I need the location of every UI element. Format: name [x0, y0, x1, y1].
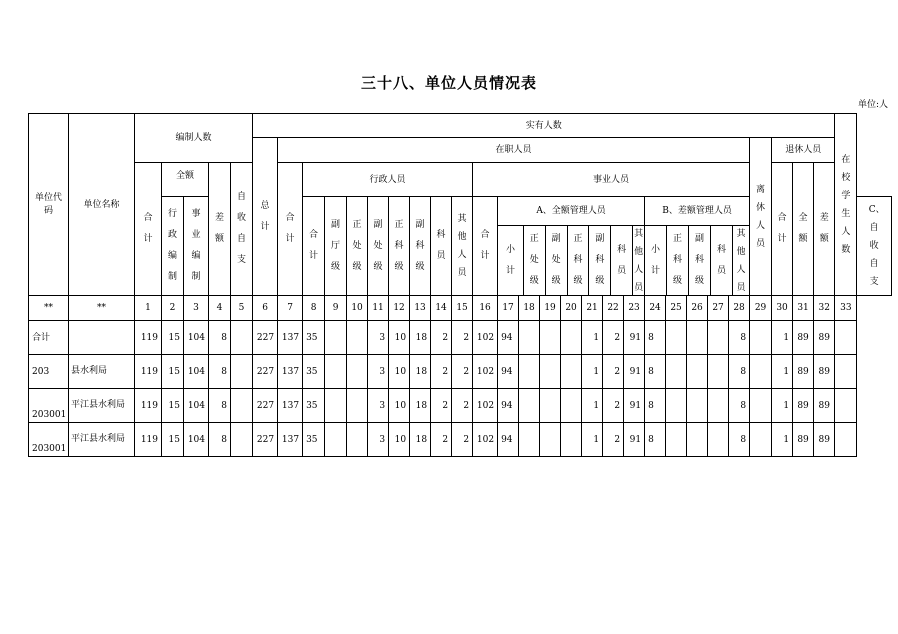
table-cell: 2: [603, 321, 624, 355]
table-cell: 89: [814, 423, 835, 457]
table-cell: 104: [184, 355, 209, 389]
header-a-quane: A、全额管理人员: [498, 197, 644, 226]
table-cell: 94: [498, 423, 519, 457]
unit-label: 单位:人: [857, 100, 888, 110]
header-a-zhengchu: 正处级: [524, 226, 546, 295]
header-zhengchu: 正处级: [347, 197, 368, 296]
table-cell: [231, 355, 253, 389]
table-cell: 119: [135, 355, 162, 389]
header-unit-name: 单位名称: [69, 114, 135, 296]
table-cell: [540, 321, 561, 355]
column-number-cell: 25: [666, 296, 687, 321]
table-cell: 1: [772, 321, 793, 355]
header-tuixiu: 退休人员: [772, 138, 835, 163]
table-row: [29, 321, 892, 355]
table-cell: 18: [410, 423, 431, 457]
table-cell: [561, 321, 582, 355]
table-cell: [540, 355, 561, 389]
table-cell: [835, 321, 857, 355]
table-cell: 2: [452, 321, 473, 355]
table-cell: [231, 321, 253, 355]
table-cell: [561, 355, 582, 389]
header-unit-code: 单位代码: [29, 114, 69, 296]
header-sy-heji: 合计: [473, 197, 498, 296]
header-b-chae: B、差额管理人员: [645, 197, 749, 226]
table-cell: [687, 423, 708, 457]
header-xingzheng: 行政人员: [303, 163, 473, 197]
column-number-cell: 14: [431, 296, 452, 321]
column-number-cell: 18: [519, 296, 540, 321]
table-cell: 8: [645, 321, 666, 355]
header-zongji: 总计: [253, 138, 278, 296]
table-cell: [687, 355, 708, 389]
table-cell: 15: [162, 355, 184, 389]
table-cell: [540, 423, 561, 457]
table-cell: 91: [624, 423, 645, 457]
table-cell: [231, 389, 253, 423]
table-cell: [708, 423, 729, 457]
header-b-keyuan: 科员: [711, 226, 733, 295]
column-number-cell: 21: [582, 296, 603, 321]
table-cell: 35: [303, 355, 325, 389]
table-cell: 137: [278, 389, 303, 423]
column-number-cell: 7: [278, 296, 303, 321]
table-cell: 2: [452, 423, 473, 457]
table-body: [29, 321, 892, 457]
column-number-cell: 2: [162, 296, 184, 321]
column-number-cell: 22: [603, 296, 624, 321]
cell-unit-name: [69, 321, 135, 355]
cell-unit-name: 平江县水利局: [69, 423, 135, 457]
table-cell: 10: [389, 321, 410, 355]
header-b-group: [645, 197, 750, 296]
header-a-xiaoji: 小计: [498, 226, 524, 295]
header-bianzhi: 编制人数: [135, 114, 253, 163]
table-cell: [708, 355, 729, 389]
table-row: [29, 423, 892, 457]
header-a-zhengke: 正科级: [568, 226, 590, 295]
header-sy-bianzhi: 事业编制: [184, 197, 209, 296]
header-tx-chae: 差额: [814, 163, 835, 296]
cell-unit-name: 平江县水利局: [69, 389, 135, 423]
table-cell: 102: [473, 423, 498, 457]
column-number-cell: 23: [624, 296, 645, 321]
table-cell: 227: [253, 423, 278, 457]
cell-unit-code: 203001: [29, 423, 69, 457]
table-cell: 1: [582, 321, 603, 355]
column-number-cell: 30: [772, 296, 793, 321]
table-cell: 1: [582, 423, 603, 457]
table-cell: 89: [793, 423, 814, 457]
column-number-cell: 8: [303, 296, 325, 321]
table-cell: 91: [624, 355, 645, 389]
table-cell: [519, 355, 540, 389]
table-cell: [540, 389, 561, 423]
cell-unit-code: 合计: [29, 321, 69, 355]
header-zishou: 自收自支: [231, 163, 253, 296]
table-cell: 2: [431, 355, 452, 389]
table-cell: [519, 423, 540, 457]
table-cell: 15: [162, 423, 184, 457]
cell-unit-code: 203001: [29, 389, 69, 423]
table-cell: 2: [431, 389, 452, 423]
header-b-xiaoji: 小计: [645, 226, 667, 295]
table-cell: 1: [772, 389, 793, 423]
table-cell: 2: [452, 389, 473, 423]
table-cell: 18: [410, 321, 431, 355]
table-cell: 119: [135, 321, 162, 355]
table-cell: 35: [303, 321, 325, 355]
column-number-cell: 12: [389, 296, 410, 321]
column-number-cell: 31: [793, 296, 814, 321]
table-cell: 137: [278, 355, 303, 389]
header-b-zhengke: 正科级: [667, 226, 689, 295]
table-cell: 119: [135, 423, 162, 457]
table-cell: 3: [368, 389, 389, 423]
table-cell: [835, 423, 857, 457]
column-number-cell: 9: [325, 296, 347, 321]
table-cell: 104: [184, 423, 209, 457]
table-cell: [835, 355, 857, 389]
table-cell: 8: [645, 423, 666, 457]
table-cell: [347, 321, 368, 355]
column-number-cell: 11: [368, 296, 389, 321]
table-cell: 8: [729, 423, 750, 457]
header-quane: 全额: [162, 163, 209, 197]
column-number-cell: 16: [473, 296, 498, 321]
table-cell: 8: [729, 355, 750, 389]
column-number-cell: 6: [253, 296, 278, 321]
table-cell: [347, 389, 368, 423]
table-cell: 104: [184, 321, 209, 355]
table-cell: 8: [209, 321, 231, 355]
table-cell: [231, 423, 253, 457]
table-cell: 10: [389, 389, 410, 423]
table-cell: 15: [162, 321, 184, 355]
header-zaixiao: 在校学生人数: [835, 114, 857, 296]
column-number-cell: **: [29, 296, 69, 321]
header-a-qita: 其他人员: [634, 228, 644, 293]
table-cell: [666, 321, 687, 355]
header-a-group: [498, 197, 645, 296]
table-cell: 3: [368, 321, 389, 355]
column-number-row: [29, 296, 892, 321]
table-cell: 8: [209, 389, 231, 423]
table-cell: [750, 389, 772, 423]
personnel-table: [28, 113, 892, 457]
header-xz-bianzhi: 行政编制: [162, 197, 184, 296]
table-cell: [666, 423, 687, 457]
table-cell: [750, 321, 772, 355]
header-bz-heji: 合计: [135, 163, 162, 296]
column-number-cell: 27: [708, 296, 729, 321]
cell-unit-code: 203: [29, 355, 69, 389]
header-fuke: 副科级: [410, 197, 431, 296]
table-cell: [561, 423, 582, 457]
table-row: [29, 389, 892, 423]
header-fuchu: 副处级: [368, 197, 389, 296]
table-cell: 137: [278, 423, 303, 457]
table-cell: [835, 389, 857, 423]
table-cell: 94: [498, 389, 519, 423]
column-number-cell: 3: [184, 296, 209, 321]
table-cell: [750, 423, 772, 457]
table-cell: 1: [582, 355, 603, 389]
table-cell: [687, 321, 708, 355]
table-cell: 2: [603, 423, 624, 457]
table-cell: [325, 389, 347, 423]
table-cell: 8: [209, 355, 231, 389]
column-number-cell: 29: [750, 296, 772, 321]
column-number-cell: 15: [452, 296, 473, 321]
header-tx-quane: 全额: [793, 163, 814, 296]
table-cell: 18: [410, 389, 431, 423]
column-number-cell: 28: [729, 296, 750, 321]
table-cell: [347, 355, 368, 389]
table-cell: 15: [162, 389, 184, 423]
table-cell: 89: [793, 389, 814, 423]
table-cell: 227: [253, 389, 278, 423]
header-lixiu: 离休人员: [750, 138, 772, 296]
table-cell: 8: [729, 321, 750, 355]
table-cell: 8: [729, 389, 750, 423]
table-cell: 8: [209, 423, 231, 457]
header-zz-heji: 合计: [278, 163, 303, 296]
column-number-cell: 1: [135, 296, 162, 321]
header-a-keyuan: 科员: [611, 226, 633, 295]
table-cell: [687, 389, 708, 423]
table-cell: 102: [473, 355, 498, 389]
header-zhengke: 正科级: [389, 197, 410, 296]
table-cell: 94: [498, 355, 519, 389]
header-b-qita: 其他人员: [736, 228, 746, 293]
cell-unit-name: 县水利局: [69, 355, 135, 389]
table-cell: [519, 321, 540, 355]
column-number-cell: 4: [209, 296, 231, 321]
column-number-cell: 24: [645, 296, 666, 321]
column-number-cell: 26: [687, 296, 708, 321]
column-number-cell: **: [69, 296, 135, 321]
table-cell: 227: [253, 321, 278, 355]
column-number-cell: 20: [561, 296, 582, 321]
table-cell: 1: [772, 355, 793, 389]
table-cell: [561, 389, 582, 423]
header-cha-e: 差额: [209, 163, 231, 296]
table-cell: 91: [624, 389, 645, 423]
table-cell: [708, 389, 729, 423]
column-number-cell: 33: [835, 296, 857, 321]
table-cell: 102: [473, 389, 498, 423]
header-xz-heji: 合计: [303, 197, 325, 296]
table-cell: 227: [253, 355, 278, 389]
header-a-fuke: 副科级: [589, 226, 611, 295]
table-cell: 10: [389, 423, 410, 457]
table-cell: [347, 423, 368, 457]
table-cell: [519, 389, 540, 423]
table-cell: 89: [793, 321, 814, 355]
column-number-cell: 32: [814, 296, 835, 321]
table-row: [29, 355, 892, 389]
header-futing: 副厅级: [325, 197, 347, 296]
table-cell: 119: [135, 389, 162, 423]
table-cell: 102: [473, 321, 498, 355]
table-cell: [708, 321, 729, 355]
table-cell: 10: [389, 355, 410, 389]
column-number-cell: 13: [410, 296, 431, 321]
table-cell: 1: [582, 389, 603, 423]
page-title: 三十八、单位人员情况表: [360, 74, 537, 92]
header-tx-heji: 合计: [772, 163, 793, 296]
table-cell: 2: [431, 423, 452, 457]
header-keyuan: 科员: [431, 197, 452, 296]
column-number-cell: 17: [498, 296, 519, 321]
table-cell: 89: [814, 355, 835, 389]
table-cell: 18: [410, 355, 431, 389]
header-zaizhi: 在职人员: [278, 138, 750, 163]
table-cell: 2: [603, 355, 624, 389]
table-cell: [325, 321, 347, 355]
table-cell: [325, 355, 347, 389]
table-cell: 8: [645, 355, 666, 389]
header-a-fuchu: 副处级: [546, 226, 568, 295]
table-cell: 89: [814, 389, 835, 423]
table-cell: 3: [368, 355, 389, 389]
column-number-cell: 5: [231, 296, 253, 321]
header-shiyou: 实有人数: [253, 114, 835, 138]
table-cell: 91: [624, 321, 645, 355]
table-cell: [666, 355, 687, 389]
table-cell: 94: [498, 321, 519, 355]
table-cell: [666, 389, 687, 423]
table-cell: 35: [303, 423, 325, 457]
table-cell: 8: [645, 389, 666, 423]
table-cell: 2: [431, 321, 452, 355]
table-cell: 104: [184, 389, 209, 423]
table-cell: 89: [793, 355, 814, 389]
column-number-cell: 19: [540, 296, 561, 321]
column-number-cell: 10: [347, 296, 368, 321]
table-cell: 35: [303, 389, 325, 423]
header-c-zishou: C、自收自支: [857, 197, 892, 296]
header-qita: 其他人员: [452, 197, 473, 296]
table-cell: 1: [772, 423, 793, 457]
table-cell: 137: [278, 321, 303, 355]
table-cell: 2: [603, 389, 624, 423]
table-cell: 3: [368, 423, 389, 457]
header-b-fuke: 副科级: [689, 226, 711, 295]
header-shiye: 事业人员: [473, 163, 750, 197]
table-cell: [750, 355, 772, 389]
table-cell: [325, 423, 347, 457]
table-cell: 2: [452, 355, 473, 389]
table-cell: 89: [814, 321, 835, 355]
